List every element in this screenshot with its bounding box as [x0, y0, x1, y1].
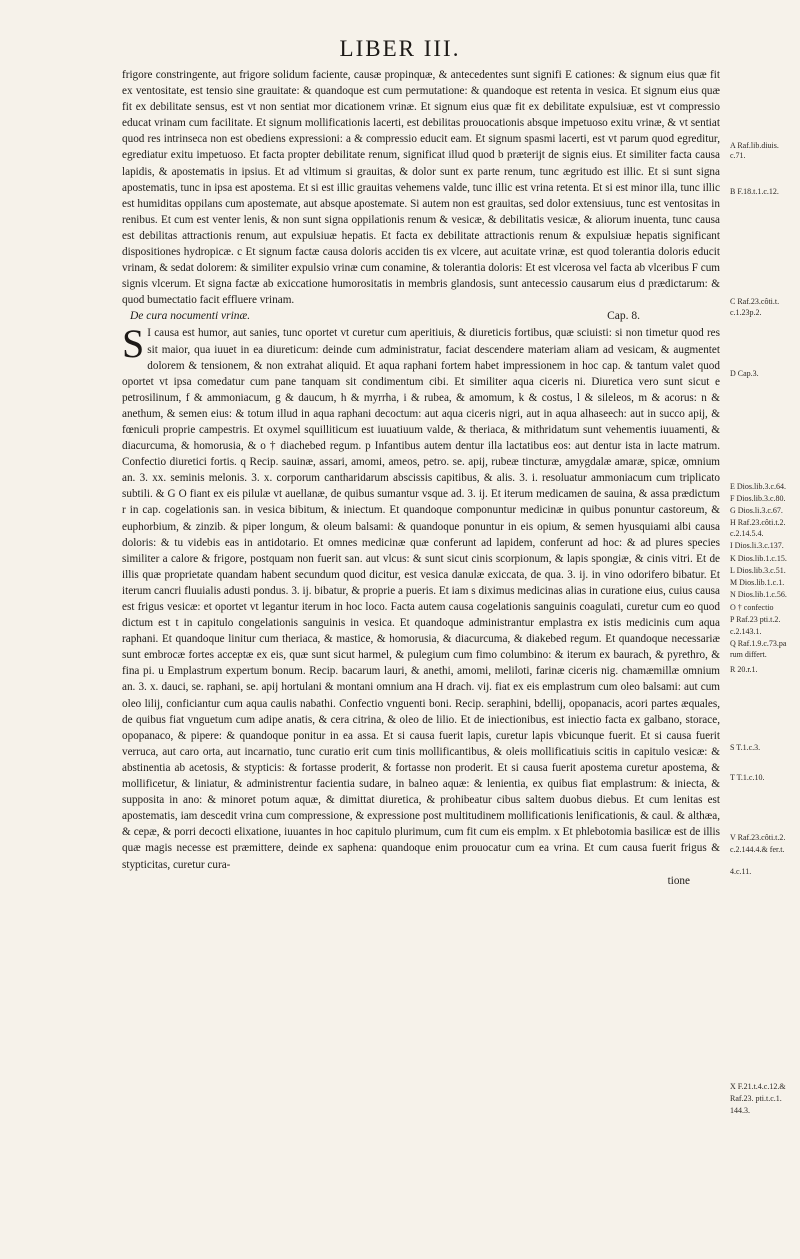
margin-note: P Raf.23 pti.t.2. [730, 615, 781, 624]
margin-note: c.2.143.1. [730, 627, 762, 636]
margin-note: c.71. [730, 151, 746, 160]
margin-note: X F.21.t.4.c.12.& [730, 1082, 786, 1091]
margin-note: E Dios.lib.3.c.64. [730, 482, 786, 491]
margin-note: c.2.144.4.& fer.t. [730, 845, 785, 854]
margin-note: N Dios.lib.1.c.56. [730, 590, 787, 599]
margin-note: A Raf.lib.diuis. [730, 141, 779, 150]
margin-note: O † confectio [730, 603, 774, 612]
chapter-title: De cura nocumenti vrinæ. [130, 310, 251, 323]
chapter-heading [122, 308, 720, 325]
margin-note: S T.1.c.3. [730, 743, 761, 752]
margin-note: L Dios.lib.3.c.51. [730, 566, 786, 575]
margin-note: R 20.r.1. [730, 665, 758, 674]
margin-note: V Raf.23.côti.t.2. [730, 833, 786, 842]
main-text-column [122, 67, 720, 889]
margin-note: H Raf.23.côti.t.2. [730, 518, 786, 527]
margin-note: K Dios.lib.1.c.15. [730, 554, 787, 563]
paragraph-2 [122, 321, 720, 872]
margin-note: C Raf.23.côti.t. [730, 297, 780, 306]
drop-initial: S [122, 321, 145, 367]
margin-note: M Dios.lib.1.c.1. [730, 578, 785, 587]
margin-note: G Dios.li.3.c.67. [730, 506, 783, 515]
margin-note: Raf.23. pti.t.c.1. [730, 1094, 782, 1103]
paragraph-2-text: I causa est humor, aut sanies, tunc oportet vt curetur cum aperitiuis, & diureticis fortibus, quæ sciuisti: si non timetur quod res sit maior, qua iuuet in ea diureticum: deinde cum administratur, faciat descendere materiam aliam ad vesicam, & augmentet dolorem & tensionem, & non extrahat aliquid. Et aqua raphani fortem habet impressionem in hoc cap. & tantum valet quod oportet vt ipsa comedatur cum pane tanquam sit condimentum cibi. Et similiter aqua ciceris ni. Diuretica vero sunt sicut e petrosilinum, f & ammoniacum, g & daucum, h & myrrha, i & rubea, & amomum, k & costus, l & sileleos, m & acorus: n & anethum, & semen eius: & totum illud in aqua raphani decoctum: aut aqua ciceris nigri, aut in aqua alhaseech: aut in succo apij, & fœniculi proprie campestris. Et oxymel squilliticum est iuuatiuum valde, & theriaca, & mithridatum sunt vehementis iuuamenti, & diacurcuma, & homorusia, & o † diachebed regum. p Infantibus autem dentur illa lactatibus eos: aut dentur ista in lacte matrum. Confectio diuretici fortis. q Recip. sauinæ, assari, amomi, ameos, petro. se. apij, rubeæ tincturæ, amygdalæ amaræ, spicæ, omnium an. 3. xx. seminis melonis. 3. x. corporum cantharidarum abscissis capitibus, & alis. 3. i. resoluatur ammoniacum cum triplicato subtili. & G O fiant ex eis pilulæ vt auellanæ, de quibus sumantur vsque ad. 3. ij. Et iterum medicamen de sauina, & assa prædictum r in cap. cogelationis san. in vesica bibitum, & iniectum. Et quandoque componuntur medicinæ in quibus ponuntur castoreum, & euphorbium, & zinzib. & piper longum, & oleum balsami: & quandoque ponuntur in eis opium, & semen hyusquiami albi causa doloris: & tu videbis eas in antidotario. Et omnes medicinæ quæ conferunt ad lapidem, conferunt ad hoc: & ad plures species similiter a calore & frigore, postquam non fuerit san. aut vlcus: & sunt sicut cinis scorpionum, & lapis spongiæ, & cinis vitri. Et de illis quæ proprietate quandam habent secundum quod dicitur, est vesica danulæ exiccata, de qua. 3. ij. in vino odorifero bibatur. Et iterum cancri fluuialis adusti pondus. 3. ij. bibatur, & proprie a pueris. Et iam s diximus medicinas alias in curatione eius, cuius causa est frigus vesicæ: et oportet vt legantur iterum in hoc loco. Facta autem causa cogelationis sanguinis coagulati, curetur cum eo quod dictum est t in capitulo congelationis sanguinis in vesica. Et quandoque administrantur emplastra ex istis medicinis cum aqua raphani. Et quandoque linitur cum theriaca, & mastice, & homorusia, & diacurcuma, & diakebed regum. Et quandoque necessariæ sunt embrocæ fortes acceptæ ex eis, quæ sunt sicut harmel, & pulegium cum fimo columbino: & iterum ex baurach, & pyrethro, & fina pi. u Emplastrum expertum bonum. Recip. bacarum lauri, & anethi, amomi, meliloti, farinæ ciceris nig. chamæmillæ omnium an. 3. x. dauci, se. raphani, se. apij hortulani & montani omnium ana H drach. vij. fiat ex eis emplastrum cum oleo balsami: aut cum oleo lilij, conficiantur cum aqua caulis nabathi. Confectio vnguenti boni. Recip. seraphini, bdellij, opopanacis, acori partes æquales, de quibus fiat vnguetum cum adipe anatis, & cera citrina, & oleo de lilio. Et de iniectionibus, est iniectio facta ex galbano, storace, opopanaco, & pipere: & quandoque ponitur in ea assa. Et si causa fuerit lapis, curetur lapis vbicunque fuerit. Et si causa fuerit verruca, aut caro orta, aut incarnatio, tunc curatio erit cum tinis mollificantibus, & oleis mollificatiuis scitis in capitulo vesicæ: & abstinentia ab acetosis, & stypticis: & fortasse proderit, & fortasse non proderit. Et si causa fuerit apostema curetur apostema, & mollificetur, & liniatur, & administrentur facientia sudare, in balneo aquæ: & lenientia, ex quibus fiat emplastrum: & iniecta, & supposita in ano: & minoret potum aquæ, & dimittat diuretica, & prohibeatur cibus saltem duobus diebus. Et cum lenitas est apostematis, iam descedit vrina cum compressione, & expressione post multitudinem mollificationis lenificationis, & caul. & althæa, & cepæ, & porri decocti elixatione, iuuantes in hoc capitulo plurimum, cum fit cum eis emplm. x Et phlebotomia basilicæ est de illis quæ magis necesse est præmittere, deinde ex saphena: quandoque enim prouocatur cum ea vrina. Et cum causa fuerit frigus & stypticitas, curetur cura- [122, 327, 720, 871]
margin-note: B F.18.t.1.c.12. [730, 187, 779, 196]
margin-note: T T.1.c.10. [730, 773, 765, 782]
margin-note: c.1.23p.2. [730, 308, 762, 317]
margin-note: rum differt. [730, 650, 767, 659]
margin-note: Q Raf.1.9.c.73.pa [730, 639, 787, 648]
margin-note: 4.c.11. [730, 867, 752, 876]
paragraph-1: frigore constringente, aut frigore solidum faciente, causæ propinquæ, & antecedentes sunt signifi E cationes: & signum eius quæ fit ex ventositate, est tensio sine grauitate: & quandoque est cum permutatione: & quandoque est retenta in vesica. Et signum eius quæ fit ex debilitate sensus, est vt non sentiat mor dicationem vrinæ. Et signum eius quæ fit ex debilitate expulsiuæ, est vt compressio educat vrinam cum facilitate. Et signum mollificationis lacerti, est debilitas prouocationis absque impetuoso exitu vrinæ, & vt sentiat quod res intrinseca non est obediens expressioni: a & compressio educit eam. Et signum spasmi lacerti, est vt parum quod egreditur, egrediatur exitu impetuoso. Et facta propter debilitate renum, significat illud quod b præterijt de signis eius. Et similiter facta causa lapidis, & apostematis in ipsius. Et ad vltimum si grauitas, & dolor sunt ex parte renum, tunc ægritudo est illic. Et si sunt signa apostematis, tunc in ipsa est apostema. Et si est illic grauitas vehemens valde, tunc illic est vrina retenta. Et si est minor illa, tunc illic est humiditas oppilans cum apostemate, aut absque apostemate. Si autem non est grauitas, sed dolor extensiuus, tunc est ventositas in renibus. Et cum est venter lenis, & non sunt signa oppilationis renum & vesicæ, & debilitatis vesicæ, & aliorum inuenta, tunc causa est debilitas attractionis renum, aut expulsiuæ hepatis. Et facta ex debilitate attractionis renum & expulsiuæ hepatis significant dispositiones hydropicæ. c Et signum factæ causa doloris acciden tis ex vlcere, aut acuitate vrinæ, est quod tolerantia doloris educit vrinam, & sedat dolorem: & similiter expulsio vrinæ cum conamine, & tolerantia doloris: Et est vlcerosa vel facta ab vlceribus F cum signis vlcerum. Et signa factæ ab exiccatione humorositatis in membris glandosis, sunt antecessio causarum eius d prædictarum: & quod bumectatio facit effluere vrinam. [122, 69, 720, 307]
running-head: LIBER III. [339, 36, 461, 61]
margin-note: c.2.14.5.4. [730, 529, 764, 538]
margin-note: F Dios.lib.3.c.80. [730, 494, 786, 503]
margin-note: D Cap.3. [730, 369, 759, 378]
margin-note: I Dios.li.3.c.137. [730, 541, 784, 550]
chapter-number: Cap. 8. [607, 310, 640, 323]
catchword: tione [667, 874, 690, 887]
margin-note: 144.3. [730, 1106, 750, 1115]
